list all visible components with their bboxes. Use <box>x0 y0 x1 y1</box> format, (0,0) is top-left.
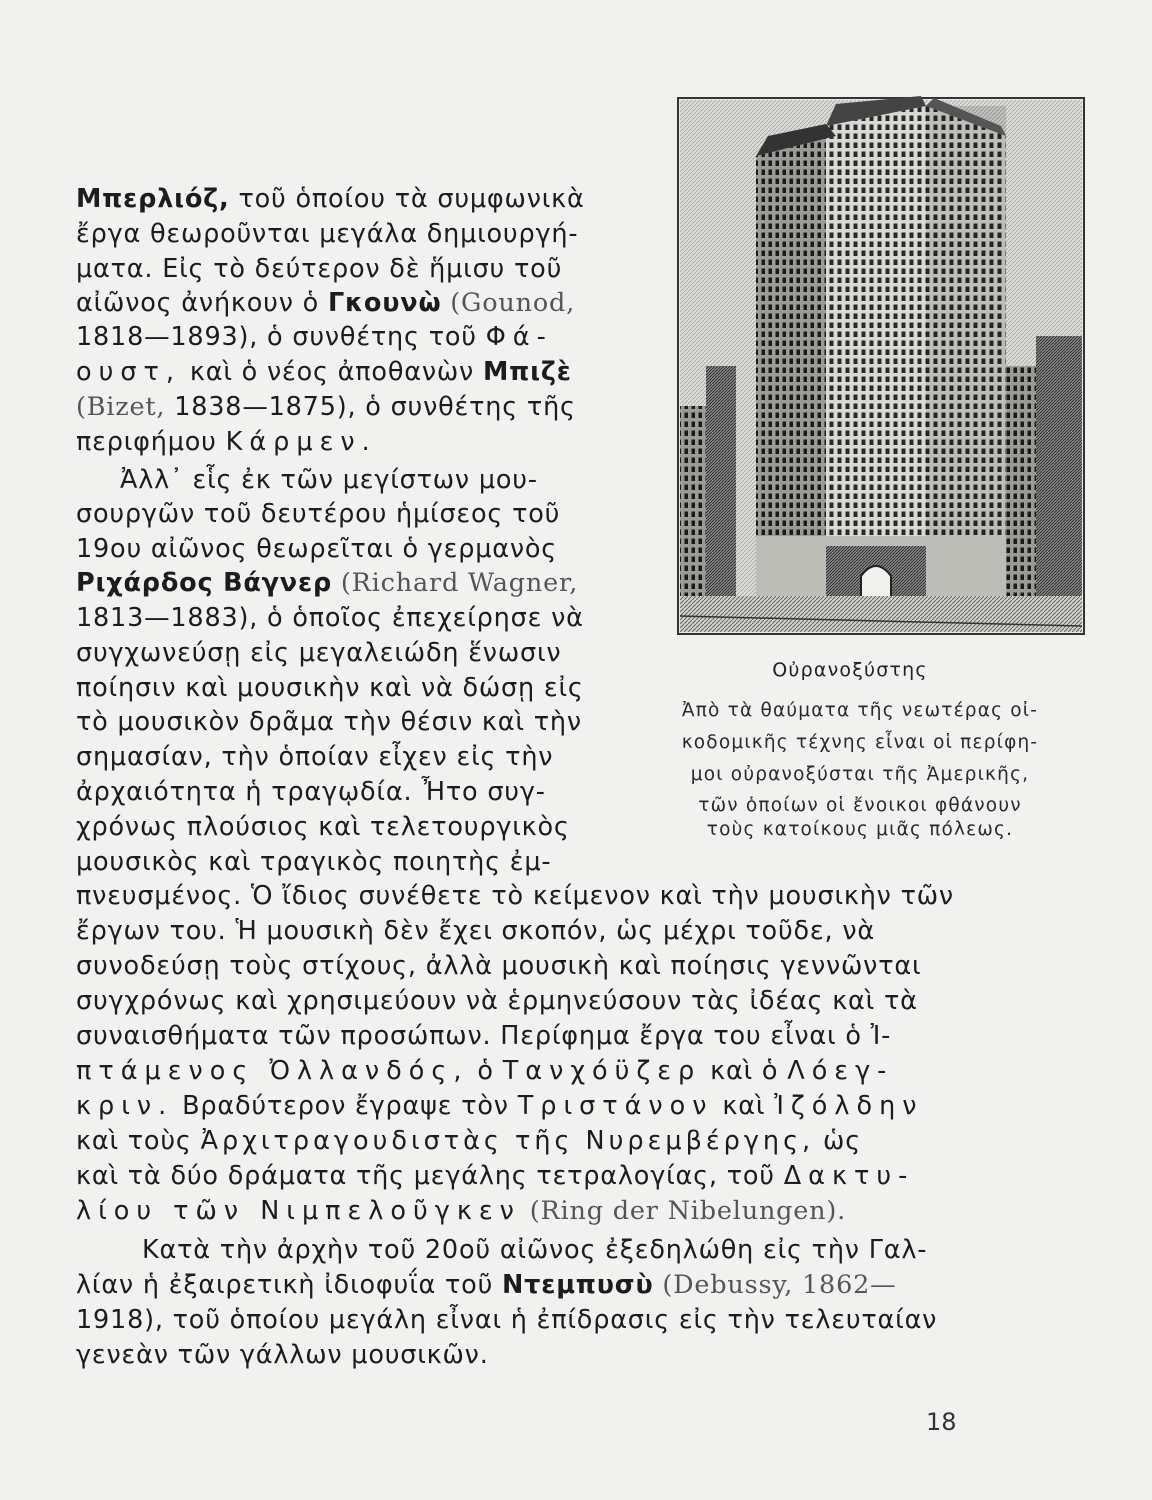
text-line: 1918), τοῦ ὁποίου μεγάλη εἶναι ἡ ἐπίδρασις εἰς τὴν τελευταίαν <box>76 1305 938 1335</box>
text-line: ποίησιν καὶ μουσικὴν καὶ νὰ δώσῃ εἰς <box>76 673 584 703</box>
composer-name-bizet: Μπιζὲ <box>483 357 572 387</box>
text-line: ματα. Εἰς τὸ δεύτερον δὲ ἥμισυ τοῦ <box>76 254 563 284</box>
text-line: ἔργα θεωροῦνται μεγάλα δημιουργή- <box>76 219 579 249</box>
figure-caption-line: κοδομικῆς τέχνης εἶναι οἱ περίφη- <box>681 732 1039 753</box>
text-line: λίου τῶν Νιμπελοῦγκεν (Ring der Nibelungen). <box>76 1196 847 1226</box>
composer-name-debussy: Ντεμπυσὺ <box>502 1270 654 1300</box>
text-line: κριν. Βραδύτερον ἔγραψε τὸν Τριστάνον καὶ Ἰζόλδην <box>76 1091 924 1121</box>
figure-caption-line: Ἀπὸ τὰ θαύματα τῆς νεωτέρας οἰ- <box>681 700 1039 721</box>
text-line: μουσικὸς καὶ τραγικὸς ποιητὴς ἐμ- <box>76 847 552 877</box>
figure-caption-title: Οὐρανοξύστης <box>772 659 928 681</box>
page-number: 18 <box>926 1408 957 1436</box>
text-line: (Bizet, 1838—1875), ὁ συνθέτης τῆς <box>76 392 576 422</box>
text-line: 1818—1893), ὁ συνθέτης τοῦ Φά- <box>76 322 553 352</box>
text-line: Ἀλλ᾿ εἷς ἐκ τῶν μεγίστων μου- <box>120 465 538 495</box>
composer-name-berlioz: Μπερλιόζ, <box>76 184 230 214</box>
text-line: λίαν ἡ ἐξαιρετικὴ ἰδιοφυΐα τοῦ Ντεμπυσὺ (Debussy, 1862— <box>76 1270 897 1300</box>
text-line: καὶ τὰ δύο δράματα τῆς μεγάλης τετραλογίας, τοῦ Δακτυ- <box>76 1161 915 1191</box>
text-line: 19ου αἰῶνος θεωρεῖται ὁ γερμανὸς <box>76 534 558 564</box>
text-line: 1813—1883), ὁ ὁποῖος ἐπεχείρησε νὰ <box>76 603 584 633</box>
text-line: συναισθήματα τῶν προσώπων. Περίφημα ἔργα του εἶναι ὁ Ἰ- <box>76 1021 892 1051</box>
text-line: συνοδεύσῃ τοὺς στίχους, ἀλλὰ μουσικὴ καὶ ποίησις γεννῶνται <box>76 951 922 981</box>
text-line: πνευσμένος. Ὁ ἴδιος συνέθετε τὸ κείμενον καὶ τὴν μουσικὴν τῶν <box>76 881 954 911</box>
text-line: Κατὰ τὴν ἀρχὴν τοῦ 20οῦ αἰῶνος ἐξεδηλώθη εἰς τὴν Γαλ- <box>142 1235 928 1265</box>
text-line: περιφήμου Κάρμεν. <box>76 427 377 457</box>
composer-name-gounod: Γκουνὼ <box>327 288 442 318</box>
text-line: αἰῶνος ἀνήκουν ὁ Γκουνὼ (Gounod, <box>76 288 576 318</box>
skyscraper-illustration <box>676 96 1086 636</box>
text-line: ἀρχαιότητα ἡ τραγῳδία. Ἦτο συγ- <box>76 777 546 807</box>
text-line: Ριχάρδος Βάγνερ (Richard Wagner, <box>76 568 579 598</box>
text-line: σημασίαν, τὴν ὁποίαν εἶχεν εἰς τὴν <box>76 742 554 772</box>
text-line: τὸ μουσικὸν δρᾶμα τὴν θέσιν καὶ τὴν <box>76 707 582 737</box>
text-line: συγχρόνως καὶ χρησιμεύουν νὰ ἑρμηνεύσουν τὰς ἰδέας καὶ τὰ <box>76 986 918 1016</box>
text-line: σουργῶν τοῦ δευτέρου ἡμίσεος τοῦ <box>76 499 561 529</box>
text-line: καὶ τοὺς Ἀρχιτραγουδιστὰς τῆς Νυρεμβέργης, ὡς <box>76 1126 861 1156</box>
text-line: Μπερλιόζ, τοῦ ὁποίου τὰ συμφωνικὰ <box>76 184 585 214</box>
text-line: γενεὰν τῶν γάλλων μουσικῶν. <box>76 1340 489 1370</box>
text-line: ουστ, καὶ ὁ νέος ἀποθανὼν Μπιζὲ <box>76 357 572 387</box>
text-line: πτάμενος Ὀλλανδός, ὁ Τανχόϋζερ καὶ ὁ Λόεγ- <box>76 1056 894 1086</box>
composer-name-wagner: Ριχάρδος Βάγνερ <box>76 568 333 598</box>
figure-caption-line: τοὺς κατοίκους μιᾶς πόλεως. <box>706 819 1014 840</box>
text-line: ἔργων του. Ἡ μουσικὴ δὲν ἔχει σκοπόν, ὡς μέχρι τοῦδε, νὰ <box>76 916 875 946</box>
figure-caption-line: μοι οὐρανοξύσται τῆς Ἀμερικῆς, <box>690 764 1030 785</box>
figure-caption-line: τῶν ὁποίων οἱ ἔνοικοι φθάνουν <box>698 795 1022 816</box>
text-line: χρόνως πλούσιος καὶ τελετουργικὸς <box>76 812 570 842</box>
text-line: συγχωνεύσῃ εἰς μεγαλειώδη ἕνωσιν <box>76 638 562 668</box>
